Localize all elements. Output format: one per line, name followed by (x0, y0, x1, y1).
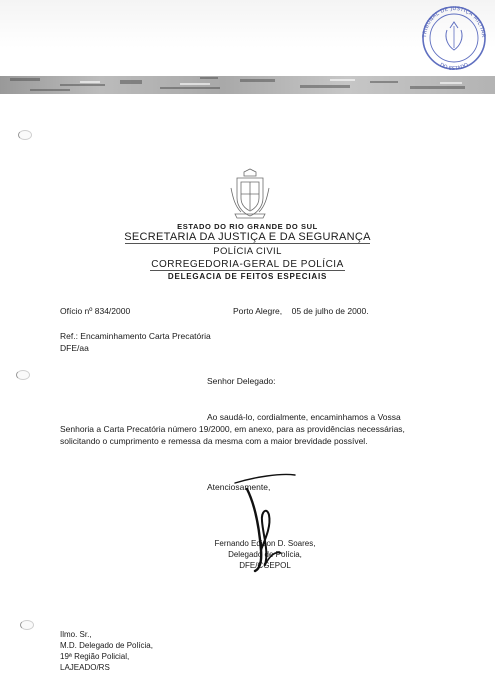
scan-noise-band (0, 72, 495, 100)
signatory-name: Fernando Edison D. Soares, (214, 539, 316, 548)
header-internal-affairs: CORREGEDORIA-GERAL DE POLÍCIA (151, 259, 344, 270)
office-number: Ofício nº 834/2000 (60, 306, 131, 316)
addressee-line: LAJEADO/RS (60, 663, 110, 672)
header-special-unit: DELEGACIA DE FEITOS ESPECIAIS (167, 272, 328, 281)
svg-text:DO ESTADO: DO ESTADO (438, 62, 470, 70)
signatory-unit: DFE/CGEPOL (239, 561, 291, 570)
punch-hole-mark (18, 130, 32, 140)
header-secretariat: SECRETARIA DA JUSTIÇA E DA SEGURANÇA (124, 231, 371, 243)
reference-line: Ref.: Encaminhamento Carta Precatória (60, 331, 211, 341)
salutation: Senhor Delegado: (207, 376, 276, 386)
header-underline (150, 270, 345, 271)
header-civil-police: POLÍCIA CIVIL (213, 246, 282, 257)
body-line: Ao saudá-lo, cordialmente, encaminhamos a Vossa (207, 412, 401, 422)
court-stamp-seal (414, 0, 494, 70)
header-underline (125, 243, 370, 244)
punch-hole-mark (16, 370, 30, 380)
letter-body (60, 411, 454, 447)
state-coat-of-arms (229, 168, 271, 220)
header-state-name: ESTADO DO RIO GRANDE DO SUL (177, 222, 318, 231)
punch-hole-mark (20, 620, 34, 630)
closing-salutation: Atenciosamente, (207, 482, 271, 492)
svg-text:TRIBUNAL DE JUSTIÇA MILITAR: TRIBUNAL DE JUSTIÇA MILITAR (421, 5, 487, 38)
place-and-date: Porto Alegre, 05 de julho de 2000. (233, 306, 369, 316)
handwritten-signature (225, 455, 315, 575)
body-line: solicitando o cumprimento e remessa da mesma com a maior brevidade possível. (60, 436, 368, 446)
addressee-line: M.D. Delegado de Polícia, (60, 641, 153, 650)
signatory-title: Delegado de Polícia, (228, 550, 302, 559)
body-line: Senhoria a Carta Precatória número 19/2000, em anexo, para as providências necessárias, (60, 424, 405, 434)
addressee-block (60, 629, 153, 673)
addressee-line: 19ª Região Policial, (60, 652, 130, 661)
department-initials: DFE/aa (60, 343, 89, 353)
addressee-line: Ilmo. Sr., (60, 630, 92, 639)
